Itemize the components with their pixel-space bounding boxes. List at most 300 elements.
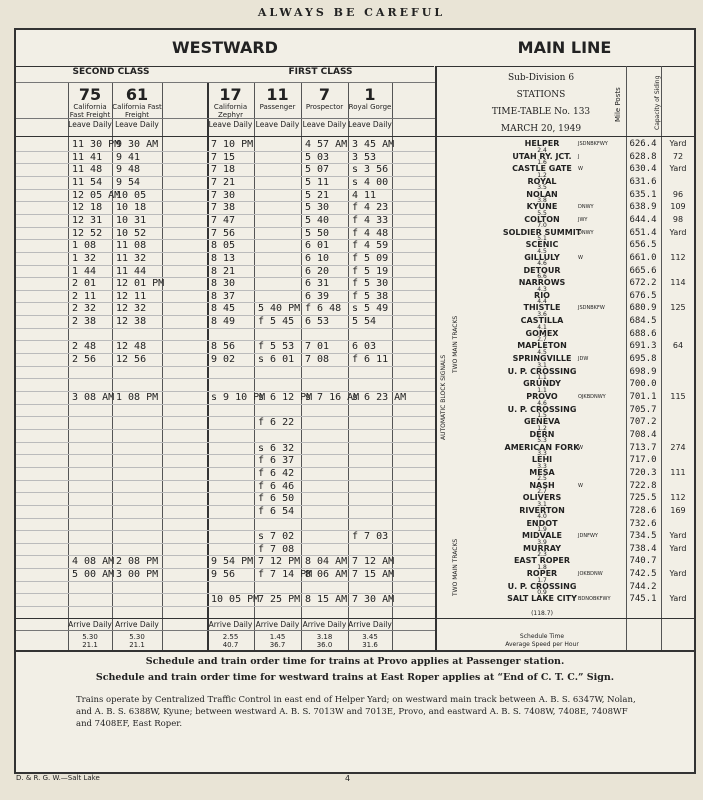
time-cell: 3 53 — [352, 151, 377, 163]
grid-hline — [16, 492, 435, 493]
mile-post: 628.8 — [629, 151, 657, 162]
time-cell: 7 15 — [211, 151, 236, 163]
time-cell: 11 48 — [72, 164, 103, 176]
grid-hline — [16, 650, 694, 652]
station-code: JOKBDNW — [578, 571, 603, 578]
mile-post: 626.4 — [629, 139, 657, 149]
mile-post: 705.7 — [629, 404, 657, 415]
station-code: JDNFWY — [578, 533, 598, 540]
schedule-time: 2.55 — [222, 633, 239, 641]
time-cell: f 6 22 — [258, 417, 295, 429]
station-name: UTAH RY. JCT. — [512, 151, 572, 161]
station-name: RIO — [534, 290, 550, 300]
station-name: EAST ROPER — [513, 556, 571, 566]
schedule-time: 3.45 — [362, 633, 378, 641]
station-name: KYUNE — [526, 202, 558, 212]
timetable-date: MARCH 20, 1949 — [500, 124, 582, 134]
time-cell: 8 56 — [211, 341, 236, 353]
time-cell: 5 00 AM — [72, 569, 115, 581]
station-name: DERN — [529, 429, 555, 439]
leave-daily-label: Leave Daily — [302, 120, 347, 129]
grid-hline — [16, 480, 435, 481]
station-name: SALT LAKE CITY — [507, 594, 577, 604]
siding-capacity: Yard — [669, 594, 687, 604]
average-speed: 36.0 — [316, 641, 333, 649]
station-name: GILLULY — [524, 252, 560, 262]
train-name: Passenger — [259, 103, 296, 111]
time-cell: 5 30 — [305, 202, 330, 214]
siding-capacity: 169 — [670, 505, 686, 515]
grid-hline — [16, 518, 435, 519]
mile-post: 744.2 — [629, 581, 657, 592]
time-cell: s 6 12 PM — [258, 392, 313, 403]
grid-hline — [16, 543, 435, 544]
mile-post: 722.8 — [629, 480, 657, 491]
station-distance: 3.1 — [537, 500, 547, 508]
station-code: W — [578, 444, 583, 451]
grid-hline — [16, 581, 435, 582]
time-cell: 9 02 — [211, 354, 236, 366]
time-cell: 5 03 — [305, 151, 330, 163]
time-cell: 7 15 AM — [352, 569, 395, 581]
station-name: CASTLE GATE — [512, 164, 572, 174]
station-distance: 3.3 — [537, 462, 547, 470]
leave-daily-label: Leave Daily — [68, 120, 112, 129]
time-cell: 11 41 — [72, 151, 103, 163]
station-distance: 3.9 — [537, 538, 547, 546]
train-name: California Fast Freight — [69, 103, 111, 119]
station-distance: 4.6 — [537, 399, 547, 407]
time-cell: 11 08 — [116, 240, 147, 252]
note-ctc: Trains operate by Centralized Traffic Control in east end of Helper Yard; on westward main track between A. B. S. 6347W, Nolan, and A. B. S. 6388W, Kyune; between westward A. B. S. 7013W and 7013E, Provo, and eastward A. B. S. 7408W, 7408E, 7408WF and 7408EF, East Roper. — [76, 695, 636, 729]
mile-post: 700.0 — [629, 379, 657, 390]
time-cell: f 5 45 — [258, 316, 295, 328]
time-cell: 7 08 — [305, 354, 330, 366]
time-cell: f 5 53 — [258, 341, 295, 353]
note-east-roper: Schedule and train order time for westward trains at East Roper applies at “End of C. T. C.” Sign. — [95, 672, 615, 683]
time-cell: 5 11 — [305, 176, 330, 188]
time-cell: 10 05 PM — [211, 594, 260, 606]
capacity-header: Capacity of Siding — [654, 75, 661, 130]
time-cell: 8 30 — [211, 278, 236, 290]
station-name: U. P. CROSSING — [507, 404, 577, 414]
schedule-time: 1.45 — [269, 633, 286, 641]
mile-post: 676.5 — [629, 290, 657, 301]
station-distance: 5.5 — [537, 209, 547, 217]
siding-capacity: 96 — [672, 189, 684, 199]
time-cell: 8 05 — [211, 240, 236, 252]
timetable-frame — [14, 28, 696, 774]
time-cell: 3 00 PM — [116, 569, 159, 581]
time-cell: f 6 46 — [258, 480, 295, 492]
mile-post: 701.1 — [629, 392, 657, 402]
station-code: W — [578, 166, 583, 173]
time-cell: 3 45 AM — [352, 139, 395, 150]
mile-post: 644.4 — [629, 214, 657, 225]
time-cell: 4 57 AM — [305, 139, 348, 150]
time-cell: 2 48 — [72, 341, 97, 353]
time-cell: f 5 38 — [352, 290, 389, 302]
mile-post: 734.5 — [629, 531, 657, 542]
time-cell: 11 30 PM — [72, 139, 121, 150]
station-name: LEHI — [531, 455, 553, 465]
time-cell: f 6 42 — [258, 467, 295, 479]
time-cell: f 5 19 — [352, 265, 389, 277]
time-cell: 1 08 PM — [116, 392, 159, 403]
time-cell: f 7 03 — [352, 531, 389, 543]
arrive-daily-label: Arrive Daily — [348, 620, 392, 629]
station-distance: 5.1 — [537, 235, 547, 243]
grid-vline — [435, 66, 437, 650]
time-cell: 9 56 — [211, 569, 236, 581]
time-cell: s 6 01 — [258, 354, 295, 366]
arrive-daily-label: Arrive Daily — [255, 620, 300, 629]
station-distance: 4.5 — [537, 247, 547, 255]
grid-hline — [16, 404, 435, 405]
time-cell: 1 08 — [72, 240, 97, 252]
siding-capacity: 112 — [670, 252, 686, 262]
subdivision-block — [456, 70, 626, 138]
mile-post: 728.6 — [629, 505, 657, 516]
time-cell: 7 30 — [211, 189, 236, 201]
mile-post: 738.4 — [629, 543, 657, 554]
station-name: NASH — [529, 480, 555, 490]
station-name: CASTILLA — [520, 316, 564, 326]
time-cell: f 5 09 — [352, 252, 389, 264]
time-cell: s 6 32 — [258, 442, 295, 454]
station-distance: 5.3 — [537, 437, 547, 445]
time-cell: 5 21 — [305, 189, 330, 201]
station-distance: 2.3 — [537, 551, 547, 559]
leave-daily-label: Leave Daily — [348, 120, 392, 129]
time-cell: s 7 16 AM — [305, 392, 360, 403]
station-code: JDW — [578, 356, 589, 363]
station-name: GOMEX — [525, 328, 559, 338]
average-speed: 21.1 — [82, 641, 98, 649]
time-cell: 6 31 — [305, 278, 330, 290]
time-cell: 12 52 — [72, 227, 103, 239]
mile-post: 695.8 — [629, 354, 657, 365]
grid-hline — [16, 454, 435, 455]
time-cell: 7 18 — [211, 164, 236, 176]
page-number: 4 — [345, 774, 351, 783]
station-name: OLIVERS — [522, 493, 562, 503]
time-cell: f 6 11 — [352, 354, 389, 366]
station-distance: 6.6 — [537, 273, 547, 280]
time-cell: 8 37 — [211, 290, 236, 302]
station-code: JSDNBKFWY — [578, 141, 608, 147]
mile-post: 720.3 — [629, 467, 657, 478]
time-cell: f 7 14 PM — [258, 569, 313, 581]
train-name: Royal Gorge — [348, 103, 392, 111]
mile-post: 713.7 — [629, 442, 657, 453]
station-code: W — [578, 254, 583, 261]
station-code: OJKBDNWY — [578, 394, 606, 400]
stations-label: STATIONS — [516, 90, 566, 100]
station-name: ROPER — [526, 569, 558, 579]
time-cell: 6 20 — [305, 265, 330, 277]
station-distance: 1.9 — [537, 526, 547, 533]
time-cell: 7 01 — [305, 341, 330, 353]
time-cell: 6 53 — [305, 316, 330, 328]
siding-capacity: Yard — [669, 543, 687, 553]
station-distance: 1.5 — [537, 412, 547, 420]
mile-post: 680.9 — [629, 303, 657, 314]
average-speed: 21.1 — [129, 641, 145, 649]
time-cell: f 6 48 — [305, 303, 342, 315]
station-distance: 4.3 — [537, 285, 547, 293]
time-cell: 9 30 AM — [116, 139, 159, 150]
siding-capacity: Yard — [669, 227, 687, 237]
time-cell: 12 56 — [116, 354, 147, 366]
time-cell: 12 32 — [116, 303, 147, 315]
train-name: California Fast Freight — [112, 103, 162, 119]
time-cell: f 7 08 — [258, 543, 295, 555]
station-name: NARROWS — [518, 278, 566, 288]
station-name: MESA — [529, 467, 555, 477]
mile-post: 635.1 — [629, 189, 657, 200]
time-cell: 7 25 PM — [258, 594, 301, 606]
time-cell: 12 05 AM — [72, 189, 121, 201]
station-distance: 4.5 — [537, 348, 547, 356]
time-cell: 10 52 — [116, 227, 147, 239]
station-name: ROYAL — [527, 176, 557, 186]
station-distance: 1.8 — [537, 563, 547, 571]
abs-side-label: AUTOMATIC BLOCK SIGNALS — [440, 354, 447, 440]
station-name: RIVERTON — [519, 505, 565, 515]
station-name: MIDVALE — [522, 531, 562, 541]
train-number: 17 — [219, 85, 242, 104]
time-cell: s 4 00 — [352, 176, 389, 188]
station-code: DNWY — [578, 229, 594, 236]
time-cell: 7 12 AM — [352, 556, 395, 568]
footer-publisher: D. & R. G. W.—Salt Lake — [16, 774, 100, 782]
time-cell: 11 54 — [72, 176, 103, 188]
time-cell: 7 47 — [211, 214, 236, 226]
two-main-tracks-label-2: TWO MAIN TRACKS — [452, 538, 459, 596]
grid-hline — [16, 82, 435, 83]
time-cell: s 7 02 — [258, 531, 295, 543]
arrive-daily-label: Arrive Daily — [208, 620, 253, 629]
station-name: U. P. CROSSING — [507, 581, 577, 591]
mile-post: 638.9 — [629, 202, 657, 213]
time-cell: 12 01 PM — [116, 278, 165, 290]
mile-post: 672.2 — [629, 278, 657, 289]
station-distance: 4.1 — [537, 323, 547, 331]
mile-post: 665.6 — [629, 265, 657, 276]
siding-capacity: 114 — [670, 278, 686, 288]
time-cell: f 4 33 — [352, 214, 389, 226]
time-cell: f 6 54 — [258, 505, 295, 517]
leave-daily-label: Leave Daily — [115, 120, 159, 129]
time-cell: 4 11 — [352, 189, 377, 201]
grid-hline — [16, 467, 435, 468]
mile-post: 661.0 — [629, 252, 657, 263]
siding-capacity: 115 — [670, 392, 686, 401]
station-code: BDNOBKFWY — [578, 596, 611, 603]
schedule-time: 5.30 — [129, 633, 145, 641]
grid-hline — [16, 366, 435, 367]
siding-capacity: 72 — [672, 151, 684, 161]
time-cell: s 3 56 — [352, 164, 389, 176]
time-cell: 10 18 — [116, 202, 147, 214]
mile-post: 742.5 — [629, 569, 657, 580]
speed-label: Average Speed per Hour — [505, 641, 579, 648]
mile-post: 745.1 — [629, 594, 657, 605]
total-distance: (118.7) — [531, 610, 553, 617]
time-cell: 12 31 — [72, 214, 103, 226]
leave-daily-label: Leave Daily — [255, 120, 300, 129]
train-name: Prospector — [305, 103, 344, 111]
grid-hline — [16, 328, 435, 329]
train-name: California Zephyr — [213, 103, 248, 119]
time-cell: 8 13 — [211, 252, 236, 264]
time-cell: 8 49 — [211, 316, 236, 328]
second-class-label: SECOND CLASS — [72, 67, 150, 77]
time-cell: 5 40 PM — [258, 303, 301, 315]
time-cell: 6 01 — [305, 240, 330, 252]
mile-post: 688.6 — [629, 328, 657, 339]
time-cell: f 5 30 — [352, 278, 389, 290]
time-cell: 4 08 AM — [72, 556, 115, 568]
mile-post: 630.4 — [629, 164, 657, 175]
time-cell: 2 38 — [72, 316, 97, 328]
station-distance: 3.8 — [537, 197, 547, 205]
time-cell: f 4 59 — [352, 240, 389, 252]
subdivision-name: Sub-Division 6 — [507, 73, 575, 83]
train-number: 61 — [125, 85, 149, 104]
station-distance: 1.2 — [537, 171, 547, 179]
siding-capacity: 111 — [670, 467, 686, 477]
mile-posts-header: Mile Posts — [614, 87, 622, 122]
time-cell: 12 38 — [116, 316, 147, 328]
westward-header: WESTWARD — [16, 30, 434, 67]
station-distance: 7.0 — [537, 222, 547, 230]
time-cell: s 9 10 PM — [211, 392, 266, 403]
page-title: ALWAYS BE CAREFUL — [257, 6, 446, 19]
mile-post: 698.9 — [629, 366, 657, 377]
mile-post: 740.7 — [629, 556, 657, 567]
time-cell: f 4 48 — [352, 227, 389, 239]
time-cell: 12 18 — [72, 202, 103, 214]
station-distance: 4.4 — [537, 298, 547, 306]
time-cell: f 6 50 — [258, 493, 295, 505]
station-name: SOLDIER SUMMIT — [502, 227, 582, 237]
time-cell: s 5 49 — [352, 303, 389, 315]
time-cell: 2 56 — [72, 354, 97, 366]
mile-post: 631.6 — [629, 176, 657, 187]
arrive-daily-label: Arrive Daily — [68, 620, 112, 629]
station-name: MURRAY — [523, 543, 561, 553]
grid-hline — [16, 429, 435, 430]
station-name: MAPLETON — [517, 341, 567, 351]
time-cell: 11 32 — [116, 252, 147, 264]
time-cell: 5 54 — [352, 316, 377, 328]
time-cell: 9 41 — [116, 151, 141, 163]
time-cell: 7 21 — [211, 176, 236, 188]
station-distance: 2.7 — [537, 488, 547, 496]
time-cell: 7 38 — [211, 202, 236, 214]
station-code: JSDNBKFW — [578, 305, 605, 312]
station-code: J — [578, 153, 580, 160]
timetable-number: TIME-TABLE No. 133 — [491, 107, 591, 117]
time-cell: f 4 23 — [352, 202, 389, 214]
first-class-label: FIRST CLASS — [288, 67, 353, 77]
station-name: U. P. CROSSING — [507, 366, 577, 376]
station-name: DETOUR — [523, 265, 561, 275]
station-name: SCENIC — [525, 240, 559, 250]
siding-capacity: Yard — [669, 139, 687, 148]
mile-post: 732.6 — [629, 518, 657, 529]
grid-hline — [16, 618, 694, 619]
station-name: HELPER — [524, 139, 560, 148]
siding-capacity: 125 — [670, 303, 686, 313]
time-cell: 2 11 — [72, 290, 97, 302]
time-cell: s 6 23 AM — [352, 392, 407, 403]
time-cell: 2 08 PM — [116, 556, 159, 568]
time-cell: 8 06 AM — [305, 569, 348, 581]
station-distance: 3.5 — [537, 184, 547, 192]
grid-hline — [16, 442, 435, 443]
mile-post: 651.4 — [629, 227, 657, 238]
station-name: GRUNDY — [523, 379, 561, 389]
station-distance: 1.6 — [537, 159, 547, 167]
time-cell: 10 05 — [116, 189, 147, 201]
time-cell: 11 44 — [116, 265, 147, 277]
grid-hline — [16, 416, 435, 417]
arrive-daily-label: Arrive Daily — [302, 620, 347, 629]
time-cell: f 6 37 — [258, 455, 295, 467]
station-distance: 1.2 — [537, 424, 547, 432]
time-cell: 5 40 — [305, 214, 330, 226]
station-name: THISTLE — [523, 303, 561, 313]
time-cell: 9 54 — [116, 176, 141, 188]
station-distance: 4.6 — [537, 260, 547, 268]
schedule-time: 3.18 — [316, 633, 333, 641]
siding-capacity: 109 — [670, 202, 686, 212]
train-number: 1 — [364, 85, 376, 104]
time-cell: 1 44 — [72, 265, 97, 277]
mile-post: 684.5 — [629, 316, 657, 327]
time-cell: 8 15 AM — [305, 594, 348, 606]
mile-post: 691.3 — [629, 341, 657, 352]
station-distance: 3.3 — [537, 450, 547, 458]
time-cell: 8 21 — [211, 265, 236, 277]
grid-hline — [16, 630, 435, 631]
time-cell: 7 12 PM — [258, 556, 301, 568]
siding-capacity: 274 — [670, 442, 686, 452]
leave-daily-label: Leave Daily — [208, 120, 253, 129]
siding-capacity: 98 — [672, 214, 684, 224]
time-cell: 12 48 — [116, 341, 147, 353]
mile-post: 708.4 — [629, 429, 657, 440]
station-name: GENEVA — [523, 417, 561, 427]
time-cell: 9 54 PM — [211, 556, 254, 568]
siding-capacity: Yard — [669, 531, 687, 541]
siding-capacity: 64 — [672, 341, 684, 351]
time-cell: 3 08 AM — [72, 392, 115, 403]
station-distance: 4.0 — [537, 513, 547, 521]
time-cell: 7 10 PM — [211, 139, 254, 150]
schedule-time: 5.30 — [82, 633, 98, 641]
station-distance: 1.7 — [537, 576, 547, 584]
station-distance: 1.1 — [537, 386, 547, 394]
siding-capacity: Yard — [669, 164, 687, 174]
time-cell: 10 31 — [116, 214, 147, 226]
time-cell: 12 11 — [116, 290, 147, 302]
station-distance: 0.9 — [537, 589, 547, 597]
station-name: COLTON — [524, 214, 560, 224]
